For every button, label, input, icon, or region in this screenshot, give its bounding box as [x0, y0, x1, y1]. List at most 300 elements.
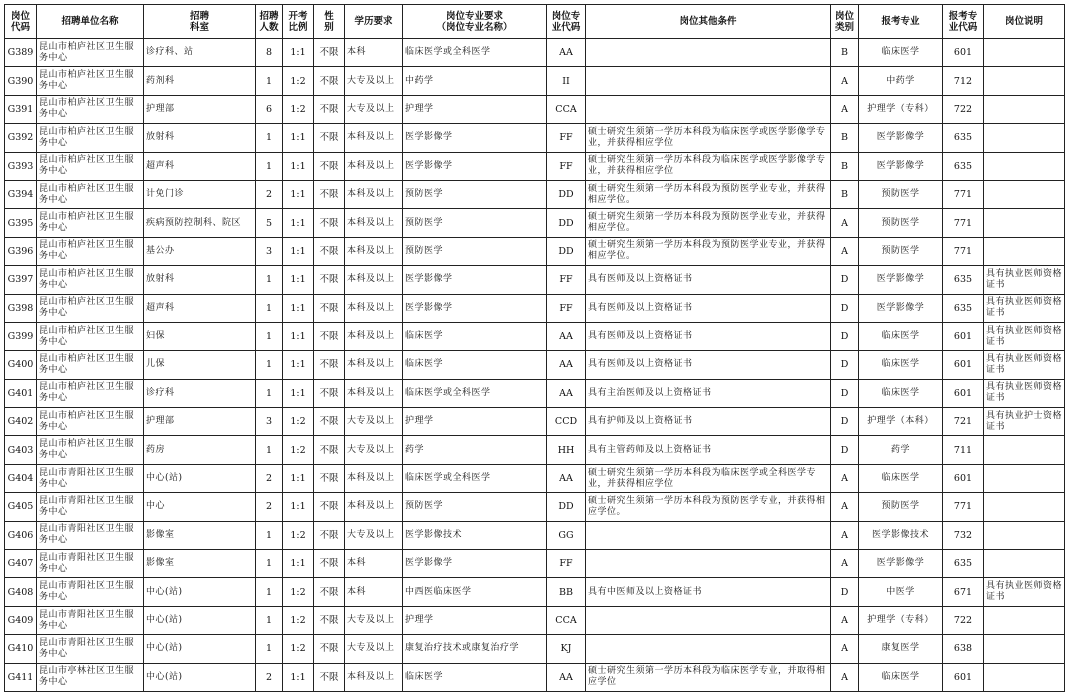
table-row	[5, 464, 1065, 492]
cell-exam-major: 预防医学	[859, 237, 943, 265]
cell-headcount: 1	[256, 550, 283, 578]
cell-position-type: A	[831, 663, 859, 691]
cell-exam-major-code: 601	[943, 322, 984, 350]
cell-exam-major-code: 771	[943, 180, 984, 208]
table-row	[5, 578, 1065, 606]
cell-position-code: G409	[5, 606, 37, 634]
cell-major-requirement: 临床医学	[403, 663, 547, 691]
header-position-type: 岗位 类别	[831, 5, 859, 39]
cell-other-conditions	[586, 635, 831, 663]
cell-position-type: A	[831, 237, 859, 265]
cell-position-code: G390	[5, 67, 37, 95]
cell-department: 放射科	[144, 266, 256, 294]
cell-position-note	[984, 663, 1065, 691]
cell-other-conditions: 具有主治医师及以上资格证书	[586, 379, 831, 407]
header-position-code: 岗位 代码	[5, 5, 37, 39]
cell-position-code: G406	[5, 521, 37, 549]
cell-major-code: CCA	[547, 606, 586, 634]
cell-major-requirement: 临床医学或全科医学	[403, 379, 547, 407]
cell-position-type: D	[831, 322, 859, 350]
cell-employer-name: 昆山市青阳社区卫生服务中心	[37, 521, 144, 549]
cell-education: 本科及以上	[345, 663, 403, 691]
cell-exam-major: 医学影像学	[859, 550, 943, 578]
cell-exam-major: 预防医学	[859, 209, 943, 237]
cell-exam-major-code: 601	[943, 39, 984, 67]
cell-education: 大专及以上	[345, 521, 403, 549]
cell-exam-major: 医学影像学	[859, 124, 943, 152]
cell-gender: 不限	[314, 294, 345, 322]
cell-exam-ratio: 1:1	[283, 493, 314, 521]
cell-gender: 不限	[314, 663, 345, 691]
cell-position-note	[984, 67, 1065, 95]
cell-major-requirement: 预防医学	[403, 237, 547, 265]
cell-other-conditions	[586, 95, 831, 123]
cell-education: 本科及以上	[345, 266, 403, 294]
cell-position-note	[984, 95, 1065, 123]
cell-major-requirement: 医学影像学	[403, 124, 547, 152]
cell-position-note	[984, 606, 1065, 634]
cell-education: 大专及以上	[345, 408, 403, 436]
cell-headcount: 1	[256, 322, 283, 350]
cell-exam-ratio: 1:1	[283, 152, 314, 180]
header-row	[5, 5, 1065, 39]
cell-position-code: G411	[5, 663, 37, 691]
cell-position-type: A	[831, 67, 859, 95]
cell-headcount: 3	[256, 237, 283, 265]
cell-major-code: DD	[547, 493, 586, 521]
cell-major-code: FF	[547, 294, 586, 322]
cell-exam-ratio: 1:1	[283, 266, 314, 294]
cell-position-code: G400	[5, 351, 37, 379]
table-row	[5, 550, 1065, 578]
cell-gender: 不限	[314, 180, 345, 208]
cell-exam-ratio: 1:2	[283, 578, 314, 606]
cell-exam-major: 预防医学	[859, 493, 943, 521]
cell-position-code: G402	[5, 408, 37, 436]
table-row	[5, 95, 1065, 123]
cell-exam-major-code: 711	[943, 436, 984, 464]
header-other-conditions: 岗位其他条件	[586, 5, 831, 39]
table-row	[5, 521, 1065, 549]
cell-exam-major-code: 721	[943, 408, 984, 436]
cell-exam-major: 临床医学	[859, 39, 943, 67]
cell-position-note: 具有执业医师资格证书	[984, 578, 1065, 606]
table-row	[5, 322, 1065, 350]
cell-major-code: DD	[547, 180, 586, 208]
cell-department: 影像室	[144, 521, 256, 549]
cell-education: 本科	[345, 550, 403, 578]
table-row	[5, 266, 1065, 294]
cell-exam-ratio: 1:1	[283, 322, 314, 350]
cell-position-type: A	[831, 521, 859, 549]
cell-major-requirement: 医学影像学	[403, 266, 547, 294]
cell-gender: 不限	[314, 124, 345, 152]
cell-department: 护理部	[144, 95, 256, 123]
cell-exam-major: 中医学	[859, 578, 943, 606]
cell-major-code: KJ	[547, 635, 586, 663]
cell-other-conditions: 硕士研究生须第一学历本科段为临床医学或医学影像学专业，并获得相应学位	[586, 152, 831, 180]
cell-exam-ratio: 1:1	[283, 209, 314, 237]
cell-position-type: D	[831, 578, 859, 606]
cell-exam-major: 临床医学	[859, 322, 943, 350]
cell-exam-major-code: 722	[943, 95, 984, 123]
cell-exam-major-code: 722	[943, 606, 984, 634]
cell-other-conditions	[586, 67, 831, 95]
cell-other-conditions: 具有医师及以上资格证书	[586, 294, 831, 322]
cell-education: 大专及以上	[345, 67, 403, 95]
cell-headcount: 1	[256, 67, 283, 95]
cell-position-type: A	[831, 635, 859, 663]
table-row	[5, 67, 1065, 95]
cell-major-code: HH	[547, 436, 586, 464]
table-body	[5, 39, 1065, 692]
cell-education: 本科及以上	[345, 180, 403, 208]
cell-department: 中心(站)	[144, 464, 256, 492]
cell-position-code: G394	[5, 180, 37, 208]
cell-gender: 不限	[314, 635, 345, 663]
cell-major-code: FF	[547, 124, 586, 152]
cell-exam-major: 医学影像学	[859, 152, 943, 180]
cell-exam-major-code: 635	[943, 124, 984, 152]
cell-department: 药房	[144, 436, 256, 464]
cell-major-requirement: 中西医临床医学	[403, 578, 547, 606]
cell-exam-ratio: 1:2	[283, 67, 314, 95]
cell-position-code: G389	[5, 39, 37, 67]
cell-exam-ratio: 1:1	[283, 124, 314, 152]
cell-position-note: 具有执业医师资格证书	[984, 351, 1065, 379]
cell-headcount: 1	[256, 578, 283, 606]
cell-position-type: A	[831, 550, 859, 578]
cell-exam-major: 护理学（专科）	[859, 95, 943, 123]
cell-department: 影像室	[144, 550, 256, 578]
cell-headcount: 1	[256, 436, 283, 464]
cell-gender: 不限	[314, 606, 345, 634]
cell-exam-major: 药学	[859, 436, 943, 464]
cell-other-conditions	[586, 39, 831, 67]
cell-exam-major-code: 601	[943, 464, 984, 492]
cell-other-conditions: 硕士研究生须第一学历本科段为临床医学专业，并取得相应学位	[586, 663, 831, 691]
cell-gender: 不限	[314, 152, 345, 180]
cell-other-conditions: 具有护师及以上资格证书	[586, 408, 831, 436]
cell-exam-major-code: 601	[943, 663, 984, 691]
cell-major-code: II	[547, 67, 586, 95]
cell-exam-ratio: 1:2	[283, 606, 314, 634]
cell-exam-major: 临床医学	[859, 464, 943, 492]
cell-headcount: 1	[256, 294, 283, 322]
header-exam-ratio: 开考 比例	[283, 5, 314, 39]
cell-other-conditions: 硕士研究生须第一学历本科段为预防医学业专业，并获得相应学位。	[586, 209, 831, 237]
cell-position-type: A	[831, 95, 859, 123]
cell-department: 计免门诊	[144, 180, 256, 208]
cell-position-code: G404	[5, 464, 37, 492]
cell-exam-major-code: 635	[943, 294, 984, 322]
table-row	[5, 663, 1065, 691]
cell-employer-name: 昆山市柏庐社区卫生服务中心	[37, 67, 144, 95]
cell-position-note	[984, 493, 1065, 521]
cell-major-requirement: 临床医学或全科医学	[403, 464, 547, 492]
cell-exam-ratio: 1:1	[283, 464, 314, 492]
cell-other-conditions	[586, 550, 831, 578]
cell-exam-major: 医学影像学	[859, 294, 943, 322]
cell-other-conditions: 具有医师及以上资格证书	[586, 322, 831, 350]
cell-education: 本科及以上	[345, 322, 403, 350]
cell-major-code: FF	[547, 152, 586, 180]
table-row	[5, 39, 1065, 67]
cell-employer-name: 昆山市柏庐社区卫生服务中心	[37, 266, 144, 294]
cell-major-requirement: 医学影像学	[403, 294, 547, 322]
cell-major-code: FF	[547, 266, 586, 294]
cell-position-code: G393	[5, 152, 37, 180]
cell-department: 放射科	[144, 124, 256, 152]
cell-position-note	[984, 180, 1065, 208]
table-row	[5, 209, 1065, 237]
cell-headcount: 1	[256, 351, 283, 379]
cell-position-type: B	[831, 180, 859, 208]
cell-position-note	[984, 464, 1065, 492]
cell-headcount: 2	[256, 464, 283, 492]
cell-position-code: G403	[5, 436, 37, 464]
cell-position-code: G405	[5, 493, 37, 521]
cell-education: 本科及以上	[345, 209, 403, 237]
cell-exam-ratio: 1:1	[283, 237, 314, 265]
cell-department: 药剂科	[144, 67, 256, 95]
cell-other-conditions: 具有主管药师及以上资格证书	[586, 436, 831, 464]
cell-other-conditions	[586, 521, 831, 549]
header-major-requirement: 岗位专业要求 （岗位专业名称）	[403, 5, 547, 39]
cell-employer-name: 昆山市柏庐社区卫生服务中心	[37, 39, 144, 67]
cell-exam-major-code: 635	[943, 266, 984, 294]
table-row	[5, 493, 1065, 521]
cell-position-type: D	[831, 266, 859, 294]
cell-department: 中心(站)	[144, 635, 256, 663]
cell-major-code: DD	[547, 209, 586, 237]
header-education: 学历要求	[345, 5, 403, 39]
cell-major-requirement: 护理学	[403, 606, 547, 634]
cell-gender: 不限	[314, 578, 345, 606]
table-row	[5, 294, 1065, 322]
cell-gender: 不限	[314, 436, 345, 464]
cell-position-code: G399	[5, 322, 37, 350]
cell-headcount: 1	[256, 124, 283, 152]
cell-exam-major-code: 638	[943, 635, 984, 663]
cell-major-requirement: 药学	[403, 436, 547, 464]
cell-gender: 不限	[314, 209, 345, 237]
cell-exam-major-code: 601	[943, 379, 984, 407]
cell-employer-name: 昆山市柏庐社区卫生服务中心	[37, 408, 144, 436]
cell-other-conditions: 硕士研究生须第一学历本科段为预防医学专业，并获得相应学位。	[586, 493, 831, 521]
cell-major-code: AA	[547, 663, 586, 691]
cell-department: 诊疗科	[144, 379, 256, 407]
cell-exam-major: 康复医学	[859, 635, 943, 663]
header-exam-major: 报考专业	[859, 5, 943, 39]
cell-gender: 不限	[314, 379, 345, 407]
cell-position-type: D	[831, 408, 859, 436]
cell-gender: 不限	[314, 464, 345, 492]
cell-exam-major: 临床医学	[859, 379, 943, 407]
header-employer-name: 招聘单位名称	[37, 5, 144, 39]
cell-other-conditions: 硕士研究生须第一学历本科段为预防医学业专业，并获得相应学位。	[586, 237, 831, 265]
cell-exam-major-code: 771	[943, 237, 984, 265]
cell-position-note	[984, 521, 1065, 549]
cell-major-requirement: 医学影像学	[403, 550, 547, 578]
table-row	[5, 606, 1065, 634]
cell-other-conditions: 具有中医师及以上资格证书	[586, 578, 831, 606]
cell-gender: 不限	[314, 408, 345, 436]
cell-headcount: 1	[256, 379, 283, 407]
cell-employer-name: 昆山市青阳社区卫生服务中心	[37, 464, 144, 492]
cell-education: 本科	[345, 39, 403, 67]
cell-exam-ratio: 1:1	[283, 39, 314, 67]
cell-position-type: B	[831, 152, 859, 180]
cell-employer-name: 昆山市柏庐社区卫生服务中心	[37, 351, 144, 379]
cell-headcount: 6	[256, 95, 283, 123]
cell-employer-name: 昆山市柏庐社区卫生服务中心	[37, 294, 144, 322]
cell-position-type: D	[831, 294, 859, 322]
cell-exam-major-code: 712	[943, 67, 984, 95]
cell-major-requirement: 护理学	[403, 408, 547, 436]
cell-department: 中心	[144, 493, 256, 521]
cell-exam-ratio: 1:2	[283, 95, 314, 123]
cell-gender: 不限	[314, 550, 345, 578]
cell-employer-name: 昆山市柏庐社区卫生服务中心	[37, 322, 144, 350]
header-headcount: 招聘 人数	[256, 5, 283, 39]
cell-major-requirement: 康复治疗技术或康复治疗学	[403, 635, 547, 663]
cell-position-note: 具有执业医师资格证书	[984, 266, 1065, 294]
cell-position-note	[984, 124, 1065, 152]
cell-headcount: 3	[256, 408, 283, 436]
cell-major-code: AA	[547, 322, 586, 350]
cell-education: 本科及以上	[345, 464, 403, 492]
cell-headcount: 8	[256, 39, 283, 67]
cell-education: 本科及以上	[345, 152, 403, 180]
cell-position-note	[984, 436, 1065, 464]
cell-exam-major: 中药学	[859, 67, 943, 95]
cell-department: 诊疗科、站	[144, 39, 256, 67]
cell-position-note	[984, 152, 1065, 180]
table-row	[5, 180, 1065, 208]
cell-other-conditions: 硕士研究生须第一学历本科段为临床医学或医学影像学专业，并获得相应学位	[586, 124, 831, 152]
cell-major-code: BB	[547, 578, 586, 606]
cell-exam-major-code: 771	[943, 493, 984, 521]
cell-department: 儿保	[144, 351, 256, 379]
cell-major-code: AA	[547, 351, 586, 379]
cell-exam-ratio: 1:2	[283, 521, 314, 549]
cell-employer-name: 昆山市柏庐社区卫生服务中心	[37, 379, 144, 407]
cell-position-note: 具有执业医师资格证书	[984, 379, 1065, 407]
cell-position-note: 具有执业医师资格证书	[984, 322, 1065, 350]
cell-major-requirement: 临床医学	[403, 322, 547, 350]
cell-employer-name: 昆山市柏庐社区卫生服务中心	[37, 124, 144, 152]
cell-major-requirement: 医学影像技术	[403, 521, 547, 549]
cell-major-code: AA	[547, 464, 586, 492]
cell-exam-major: 护理学（专科）	[859, 606, 943, 634]
table-row	[5, 152, 1065, 180]
cell-department: 中心(站)	[144, 578, 256, 606]
cell-position-type: A	[831, 464, 859, 492]
cell-education: 本科及以上	[345, 351, 403, 379]
cell-major-requirement: 中药学	[403, 67, 547, 95]
table-row	[5, 436, 1065, 464]
cell-position-code: G391	[5, 95, 37, 123]
cell-gender: 不限	[314, 237, 345, 265]
cell-headcount: 5	[256, 209, 283, 237]
cell-education: 本科及以上	[345, 237, 403, 265]
cell-exam-ratio: 1:1	[283, 379, 314, 407]
cell-other-conditions: 硕士研究生须第一学历本科段为预防医学业专业，并获得相应学位。	[586, 180, 831, 208]
cell-position-note	[984, 550, 1065, 578]
cell-headcount: 1	[256, 606, 283, 634]
cell-major-code: CCA	[547, 95, 586, 123]
cell-exam-ratio: 1:1	[283, 663, 314, 691]
cell-position-note	[984, 237, 1065, 265]
cell-exam-ratio: 1:2	[283, 408, 314, 436]
cell-other-conditions: 具有医师及以上资格证书	[586, 266, 831, 294]
cell-major-requirement: 临床医学	[403, 351, 547, 379]
cell-employer-name: 昆山市青阳社区卫生服务中心	[37, 493, 144, 521]
cell-employer-name: 昆山市青阳社区卫生服务中心	[37, 578, 144, 606]
cell-major-requirement: 医学影像学	[403, 152, 547, 180]
cell-position-code: G410	[5, 635, 37, 663]
cell-employer-name: 昆山市柏庐社区卫生服务中心	[37, 436, 144, 464]
cell-position-type: B	[831, 39, 859, 67]
cell-position-note: 具有执业医师资格证书	[984, 294, 1065, 322]
cell-employer-name: 昆山市柏庐社区卫生服务中心	[37, 237, 144, 265]
cell-gender: 不限	[314, 521, 345, 549]
cell-major-requirement: 预防医学	[403, 493, 547, 521]
cell-gender: 不限	[314, 67, 345, 95]
cell-headcount: 1	[256, 152, 283, 180]
cell-major-requirement: 临床医学或全科医学	[403, 39, 547, 67]
cell-employer-name: 昆山市亭林社区卫生服务中心	[37, 663, 144, 691]
cell-other-conditions: 硕士研究生须第一学历本科段为临床医学或全科医学专业，并获得相应学位	[586, 464, 831, 492]
cell-exam-ratio: 1:1	[283, 294, 314, 322]
cell-education: 大专及以上	[345, 436, 403, 464]
cell-education: 大专及以上	[345, 95, 403, 123]
cell-education: 本科	[345, 578, 403, 606]
cell-position-code: G392	[5, 124, 37, 152]
cell-position-type: B	[831, 124, 859, 152]
cell-major-code: AA	[547, 39, 586, 67]
cell-exam-major-code: 732	[943, 521, 984, 549]
table-row	[5, 351, 1065, 379]
cell-position-code: G407	[5, 550, 37, 578]
cell-gender: 不限	[314, 322, 345, 350]
cell-exam-major: 临床医学	[859, 351, 943, 379]
cell-major-code: CCD	[547, 408, 586, 436]
cell-department: 护理部	[144, 408, 256, 436]
cell-exam-ratio: 1:2	[283, 635, 314, 663]
cell-position-code: G396	[5, 237, 37, 265]
cell-major-code: GG	[547, 521, 586, 549]
cell-exam-major: 护理学（本科）	[859, 408, 943, 436]
cell-major-code: FF	[547, 550, 586, 578]
table-row	[5, 635, 1065, 663]
cell-department: 超声科	[144, 294, 256, 322]
cell-position-note	[984, 39, 1065, 67]
header-gender: 性 别	[314, 5, 345, 39]
cell-education: 大专及以上	[345, 606, 403, 634]
cell-department: 超声科	[144, 152, 256, 180]
cell-employer-name: 昆山市柏庐社区卫生服务中心	[37, 152, 144, 180]
cell-gender: 不限	[314, 95, 345, 123]
cell-major-code: AA	[547, 379, 586, 407]
cell-headcount: 2	[256, 493, 283, 521]
header-major-code: 岗位专 业代码	[547, 5, 586, 39]
cell-position-type: A	[831, 209, 859, 237]
cell-other-conditions	[586, 606, 831, 634]
cell-headcount: 1	[256, 521, 283, 549]
cell-gender: 不限	[314, 493, 345, 521]
